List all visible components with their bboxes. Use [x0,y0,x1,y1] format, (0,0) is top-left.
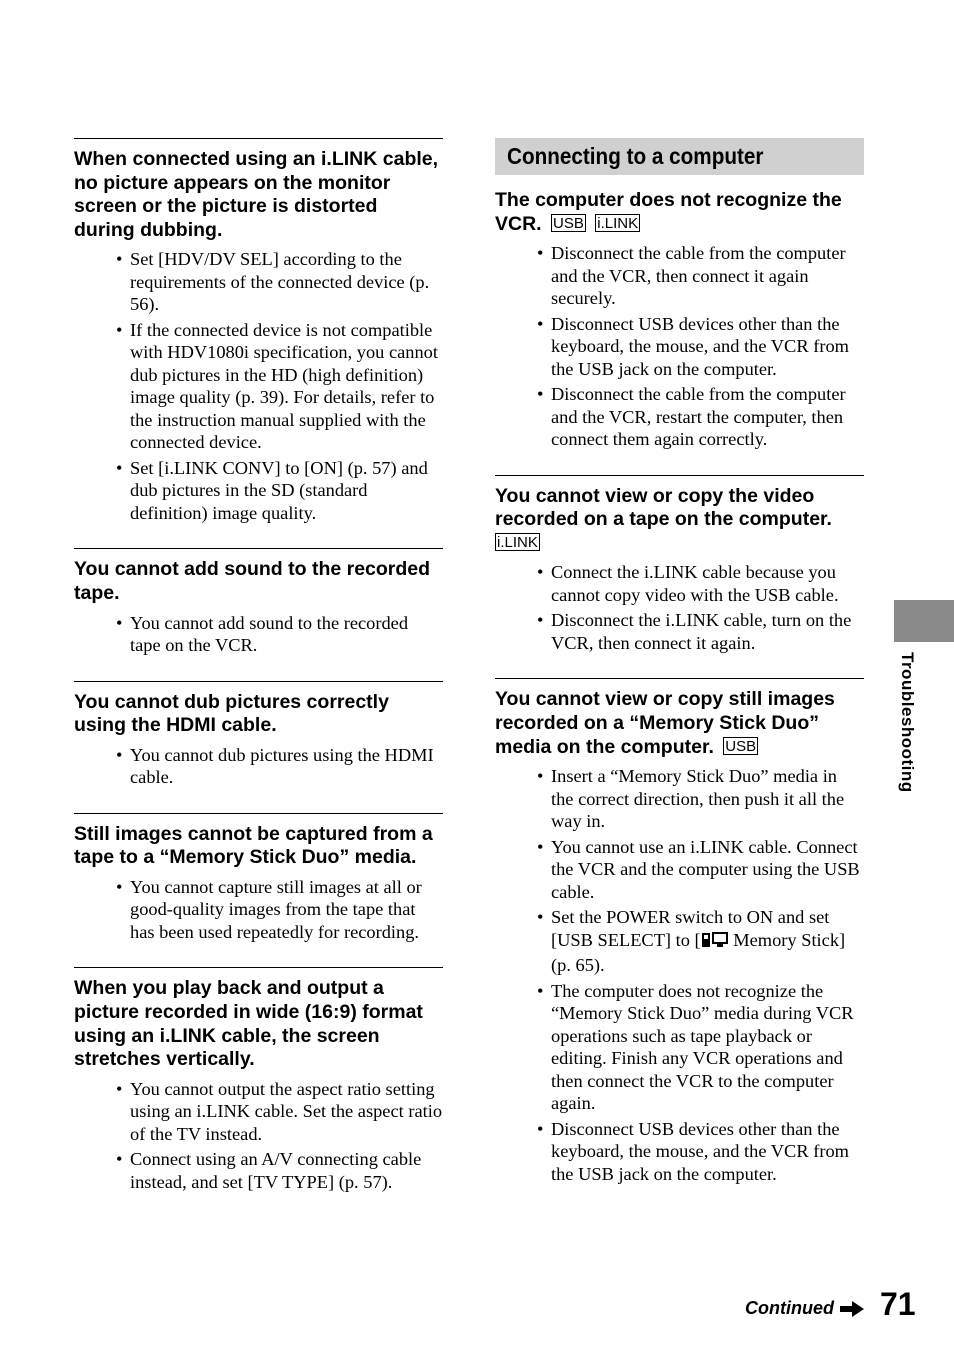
section-heading [495,485,864,556]
bullet-item: • Insert a “Memory Stick Duo” media in the correct direction, then push it all the way in. [551,765,864,833]
bullet-item: • Connect the i.LINK cable because you cannot copy video with the USB cable. [551,561,864,606]
bullet-list [74,1078,443,1194]
section-heading: Still images cannot be captured from a tape to a “Memory Stick Duo” media. [74,822,433,869]
bullet-list [74,248,443,524]
memory-stick-icon [701,931,729,955]
bullet-item: • You cannot capture still images at all or good-quality images from the tape that has been used repeatedly for recording. [130,876,443,944]
right-arrow-icon [840,1301,864,1322]
section-heading: When you play back and output a picture recorded in wide (16:9) format using an i.LINK cable, the screen stretches vertically. [74,977,423,1071]
bullet-item: • If the connected device is not compatible with HDV1080i specification, you cannot dub pictures in the HD (high definition) image quality (p. 39). For details, refer to the instruction manual supplied with the connected device. [130,319,443,454]
bullet-item: • You cannot output the aspect ratio setting using an i.LINK cable. Set the aspect ratio of the TV instead. [130,1078,443,1146]
page-number: 71 [880,1286,916,1322]
bullet-item: • Disconnect USB devices other than the keyboard, the mouse, and the VCR from the USB jack on the computer. [551,313,864,381]
section-heading: You cannot dub pictures correctly using the HDMI cable. [74,690,389,737]
right-section-3 [495,678,864,1185]
bullet-item: • The computer does not recognize the “Memory Stick Duo” media during VCR operations such as tape playback or editing. Finish any VCR operations and then connect the VCR to the computer again. [551,980,864,1115]
bullet-item: • You cannot use an i.LINK cable. Connect the VCR and the computer using the USB cable. [551,836,864,904]
bullet-list [495,561,864,654]
bullet-text: Memory Stick] (p. 65). [551,929,846,976]
heading-text: You cannot view or copy still images recorded on a “Memory Stick Duo” media on the computer. [495,688,835,758]
section-title-bar [495,138,864,175]
bullet-item: • You cannot add sound to the recorded tape on the VCR. [130,612,443,657]
left-section-3 [74,681,443,789]
section-title: Connecting to a computer [507,143,764,169]
bullet-item: • Disconnect the cable from the computer and the VCR, restart the computer, then connect them again correctly. [551,383,864,451]
bullet-text: Set the POWER switch to ON and set [USB SELECT] to [ [551,907,830,950]
bullet-list [495,242,864,451]
bullet-item: • Disconnect the cable from the computer and the VCR, then connect it again securely. [551,242,864,310]
bullet-item: • You cannot dub pictures using the HDMI cable. [130,744,443,789]
section-heading [495,189,864,236]
chapter-tab-marker [894,600,954,642]
bullet-list [74,612,443,657]
section-heading: You cannot add sound to the recorded tape. [74,558,431,604]
bullet-list [495,765,864,1185]
bullet-list [74,876,443,944]
ilink-tag: i.LINK [597,214,639,232]
bullet-item: • Disconnect the i.LINK cable, turn on the VCR, then connect it again. [551,609,864,654]
section-heading [495,688,864,759]
heading-text: You cannot view or copy the video recorded on a tape on the computer. [495,484,832,531]
bullet-item: • Set [i.LINK CONV] to [ON] (p. 57) and dub pictures in the SD (standard definition) image quality. [130,457,443,525]
right-section-1 [495,189,864,451]
chapter-side-label: Troubleshooting [898,652,917,793]
left-section-1 [74,138,443,524]
usb-tag: USB [553,214,584,232]
bullet-item [551,906,864,977]
usb-tag: USB [725,737,757,755]
continued-label: Continued [745,1298,834,1318]
left-section-5 [74,967,443,1193]
right-column [495,138,864,1209]
right-section-2 [495,475,864,655]
heading-text: The computer does not recognize the VCR. [495,189,842,235]
left-column [74,138,443,1217]
left-section-2 [74,548,443,656]
left-section-4 [74,813,443,944]
section-heading: When connected using an i.LINK cable, no picture appears on the monitor screen or the picture is distorted during dubbing. [74,148,439,241]
bullet-item: • Disconnect USB devices other than the keyboard, the mouse, and the VCR from the USB jack on the computer. [551,1118,864,1186]
bullet-list [74,744,443,789]
bullet-item: • Connect using an A/V connecting cable instead, and set [TV TYPE] (p. 57). [130,1148,443,1193]
bullet-item: • Set [HDV/DV SEL] according to the requirements of the connected device (p. 56). [130,248,443,316]
ilink-tag: i.LINK [497,533,538,551]
